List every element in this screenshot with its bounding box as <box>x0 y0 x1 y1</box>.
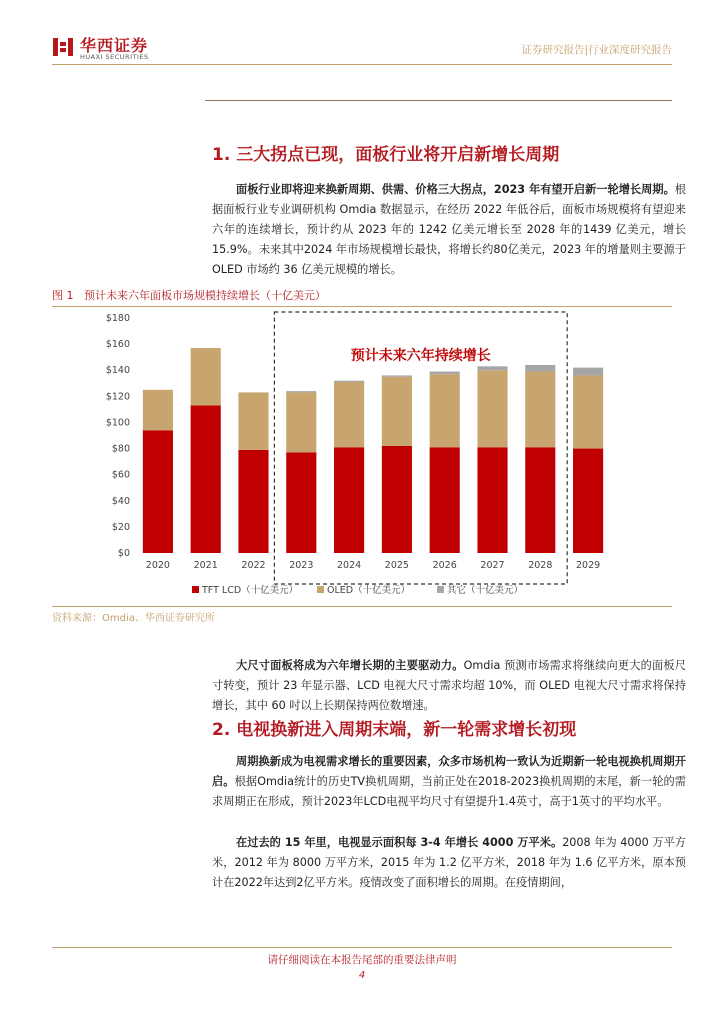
figure-title: 预计未来六年面板市场规模持续增长（十亿美元） <box>84 289 326 302</box>
section2-paragraph1 <box>212 752 686 812</box>
bar-other <box>382 375 412 376</box>
bar-tft-lcd <box>334 447 364 553</box>
para-body: 根据面板行业专业调研机构 Omdia 数据显示，在经历 2022 年低谷后，面板市场规模将有望迎来六年的连续增长，预计约从 2023 年的 1242 亿美元增长至 2028 年的1439 亿美元，增长15.9%。未来其中2024 年市场规模增长最快，将增长约80亿美元，2023 年的增量则主要源于 OLED 市场约 36 亿美元规模的增长。 <box>212 183 686 276</box>
figure-bottom-rule <box>52 606 672 607</box>
figure-top-rule <box>52 306 672 307</box>
bar-tft-lcd <box>430 447 460 553</box>
logo-text-cn: 华西证券 <box>80 36 149 55</box>
figure-source: 资料来源：Omdia、华西证券研究所 <box>52 613 215 624</box>
y-tick-label: $40 <box>111 495 130 507</box>
y-tick-label: $80 <box>111 443 130 455</box>
section1-heading: 1. 三大拐点已现，面板行业将开启新增长周期 <box>212 145 560 165</box>
legend-swatch <box>317 586 324 593</box>
bar-other <box>430 372 460 375</box>
bar-other <box>573 368 603 376</box>
x-tick-label: 2029 <box>576 560 601 571</box>
y-tick-label: $20 <box>111 521 130 533</box>
report-type: 证券研究报告|行业深度研究报告 <box>521 44 672 56</box>
header-divider <box>52 64 672 65</box>
bar-oled <box>191 348 221 405</box>
x-tick-label: 2023 <box>289 560 314 571</box>
bar-oled <box>430 374 460 447</box>
section1-paragraph <box>212 180 686 280</box>
section2-heading: 2. 电视换新进入周期末端，新一轮需求增长初现 <box>212 720 577 740</box>
y-tick-label: $180 <box>105 313 130 324</box>
bar-tft-lcd <box>382 446 412 553</box>
legend-label: OLED（十亿美元） <box>327 585 411 596</box>
legend-label: TFT LCD（十亿美元） <box>202 585 299 596</box>
section-divider <box>205 100 672 101</box>
para-lead: 大尺寸面板将成为六年增长期的主要驱动力。 <box>236 659 464 672</box>
para-body: 2008 年为 4000 万平方米，2012 年为 8000 万平方米，2015 年为 1.2 亿平方米，2018 年为 1.6 亿平方米，原本预计在2022年达到2亿平方米。疫情改变了面积增长的周期。在疫情期间， <box>212 836 686 889</box>
para-body: Omdia 预测市场需求将继续向更大的面板尺寸转变，预计 23 年显示器、LCD 电视大尺寸需求均超 10%，而 OLED 电视大尺寸需求将保持增长，其中 60 吋以上长期保持两位数增速。 <box>212 659 686 712</box>
x-tick-label: 2028 <box>528 560 553 571</box>
bar-oled <box>143 390 173 430</box>
y-tick-label: $160 <box>105 339 130 351</box>
figure-caption <box>52 287 326 303</box>
para-lead: 在过去的 15 年里，电视显示面积每 3-4 年增长 4000 万平米。 <box>236 836 563 849</box>
x-tick-label: 2027 <box>480 560 505 571</box>
x-tick-label: 2024 <box>337 560 362 571</box>
chart-annotation: 预计未来六年持续增长 <box>350 348 491 364</box>
bar-tft-lcd <box>191 405 221 553</box>
y-tick-label: $100 <box>105 417 130 429</box>
bar-tft-lcd <box>525 447 555 553</box>
bar-other <box>334 381 364 382</box>
bar-oled <box>286 392 316 452</box>
x-tick-label: 2026 <box>432 560 457 571</box>
bar-oled <box>477 370 507 447</box>
y-tick-label: $60 <box>111 469 130 481</box>
bar-oled <box>573 375 603 448</box>
bar-tft-lcd <box>143 430 173 553</box>
footer-divider <box>52 947 672 948</box>
para-lead: 周期换新成为电视需求增长的重要因素，众多市场机构一致认为近期新一轮电视换机周期开启。 <box>212 755 686 788</box>
bar-tft-lcd <box>286 452 316 553</box>
y-tick-label: $0 <box>117 548 130 559</box>
legend-swatch <box>437 586 444 593</box>
bar-oled <box>334 382 364 447</box>
x-tick-label: 2020 <box>145 560 170 571</box>
para-body: 根据Omdia统计的历史TV换机周期，当前正处在2018-2023换机周期的末尾，新一轮的需求周期正在形成，预计2023年LCD电视平均尺寸有望提升1.4英寸，高于1英寸的平均水平。 <box>212 775 686 808</box>
bar-oled <box>238 392 268 449</box>
huaxi-logo-icon <box>52 36 74 58</box>
bar-oled <box>382 377 412 446</box>
legal-disclaimer: 请仔细阅读在本报告尾部的重要法律声明 <box>267 954 457 966</box>
x-tick-label: 2022 <box>241 560 266 571</box>
bar-other <box>477 366 507 370</box>
bar-tft-lcd <box>238 450 268 553</box>
x-tick-label: 2025 <box>384 560 409 571</box>
logo-text-en: HUAXI SECURITIES <box>80 53 149 61</box>
bar-other <box>286 391 316 392</box>
figure-label: 图 1 <box>52 289 74 302</box>
legend-swatch <box>192 586 199 593</box>
section2-paragraph2 <box>212 833 686 893</box>
legend-label: 其它（十亿美元） <box>447 585 524 596</box>
y-tick-label: $120 <box>105 391 130 403</box>
market-size-chart <box>52 308 672 606</box>
driver-paragraph <box>212 656 686 716</box>
x-tick-label: 2021 <box>193 560 218 571</box>
bar-oled <box>525 372 555 448</box>
para-lead: 面板行业即将迎来换新周期、供需、价格三大拐点，2023 年有望开启新一轮增长周期。 <box>236 183 675 196</box>
page-number: 4 <box>358 970 366 981</box>
bar-tft-lcd <box>477 447 507 553</box>
bar-tft-lcd <box>573 449 603 553</box>
y-tick-label: $140 <box>105 365 130 377</box>
bar-other <box>525 365 555 372</box>
